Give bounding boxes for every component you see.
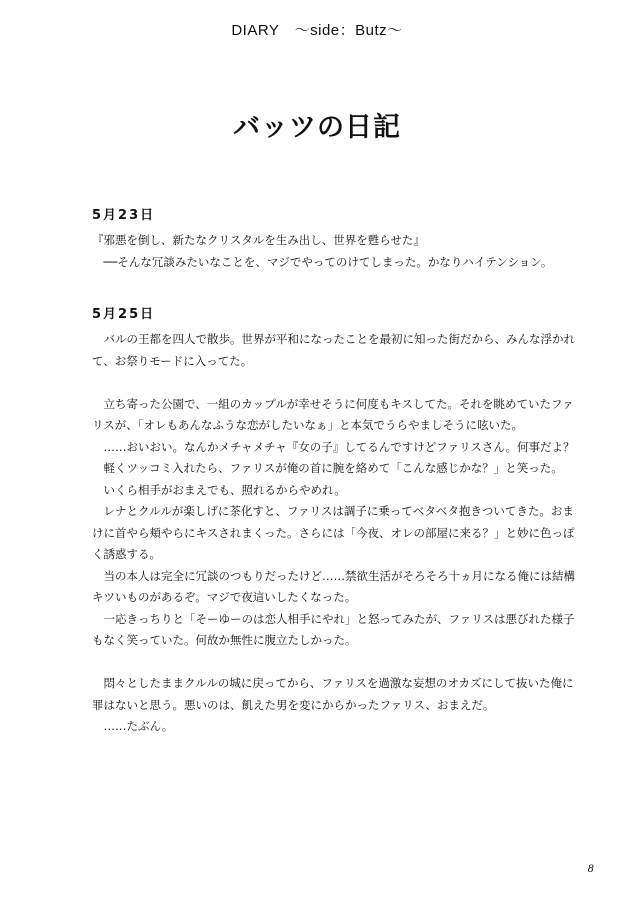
entry-line: ……たぶん。 xyxy=(103,719,174,733)
entry-line: 『邪悪を倒し、新たなクリスタルを生み出し、世界を甦らせた』 xyxy=(92,233,425,247)
entry-date: 5月23日 xyxy=(92,208,156,223)
entry-line: いくら相手がおまえでも、照れるからやめれ。 xyxy=(103,482,346,497)
entry-line: ──そんな冗談みたいなことを、マジでやってのけてしまった。かなりハイテンション。 xyxy=(103,254,553,269)
entry-line: バルの王都を四人で散歩。世界が平和になったことを最初に知った街だから、みんな浮かれ xyxy=(103,332,575,346)
entry-line: リスが、「オレもあんなふうな恋がしたいなぁ」と本気でうらやましそうに呟いた。 xyxy=(92,418,524,432)
header-title: DIARY 〜side：Butz〜 xyxy=(231,22,403,39)
entry-line: て、お祭りモードに入ってた。 xyxy=(92,353,253,368)
diary-entry xyxy=(92,306,582,738)
entry-line: く誘惑する。 xyxy=(92,547,161,561)
entry-line: もなく笑っていた。何故か無性に腹立たしかった。 xyxy=(92,633,357,647)
entry-line: 当の本人は完全に冗談のつもりだったけど……禁欲生活がそろそろ十ヵ月になる俺には結構 xyxy=(103,568,575,583)
entry-line: キツいものがあるぞ。マジで夜這いしたくなった。 xyxy=(92,590,357,604)
blank-line xyxy=(92,652,582,674)
diary-title: バッツの日記 xyxy=(233,112,401,143)
entry-line: レナとクルルが楽しげに茶化すと、ファリスは調子に乗ってベタベタ抱きついてきた。おま xyxy=(103,504,574,518)
entry-body xyxy=(92,329,582,738)
entry-line: 一応きっちりと「そーゆーのは恋人相手にやれ」と怒ってみたが、ファリスは悪びれた様子 xyxy=(103,611,575,626)
page-number: 8 xyxy=(587,864,594,875)
entry-line: 悶々としたままクルルの城に戻ってから、ファリスを過激な妄想のオカズにして抜いた俺に xyxy=(103,676,574,690)
entry-date: 5月25日 xyxy=(92,307,156,322)
entry-line: ……おいおい。なんかメチャメチャ『女の子』してるんですけどファリスさん。何事だよ？ xyxy=(103,439,575,454)
entry-line: 軽くツッコミ入れたら、ファリスが俺の首に腕を絡めて「こんな感じかな？」と笑った。 xyxy=(103,461,563,475)
entry-line: 罪はないと思う。悪いのは、飢えた男を変にからかったファリス、おまえだ。 xyxy=(92,697,495,712)
entry-line: けに首やら頬やらにキスされまくった。さらには「今夜、オレの部屋に来る？」と妙に色っぽ xyxy=(92,525,575,540)
blank-line xyxy=(92,372,582,394)
entry-body xyxy=(92,230,582,273)
diary-entry xyxy=(92,207,582,273)
entry-line: 立ち寄った公園で、一組のカップルが幸せそうに何度もキスしてた。それを眺めていたファ xyxy=(103,396,574,411)
